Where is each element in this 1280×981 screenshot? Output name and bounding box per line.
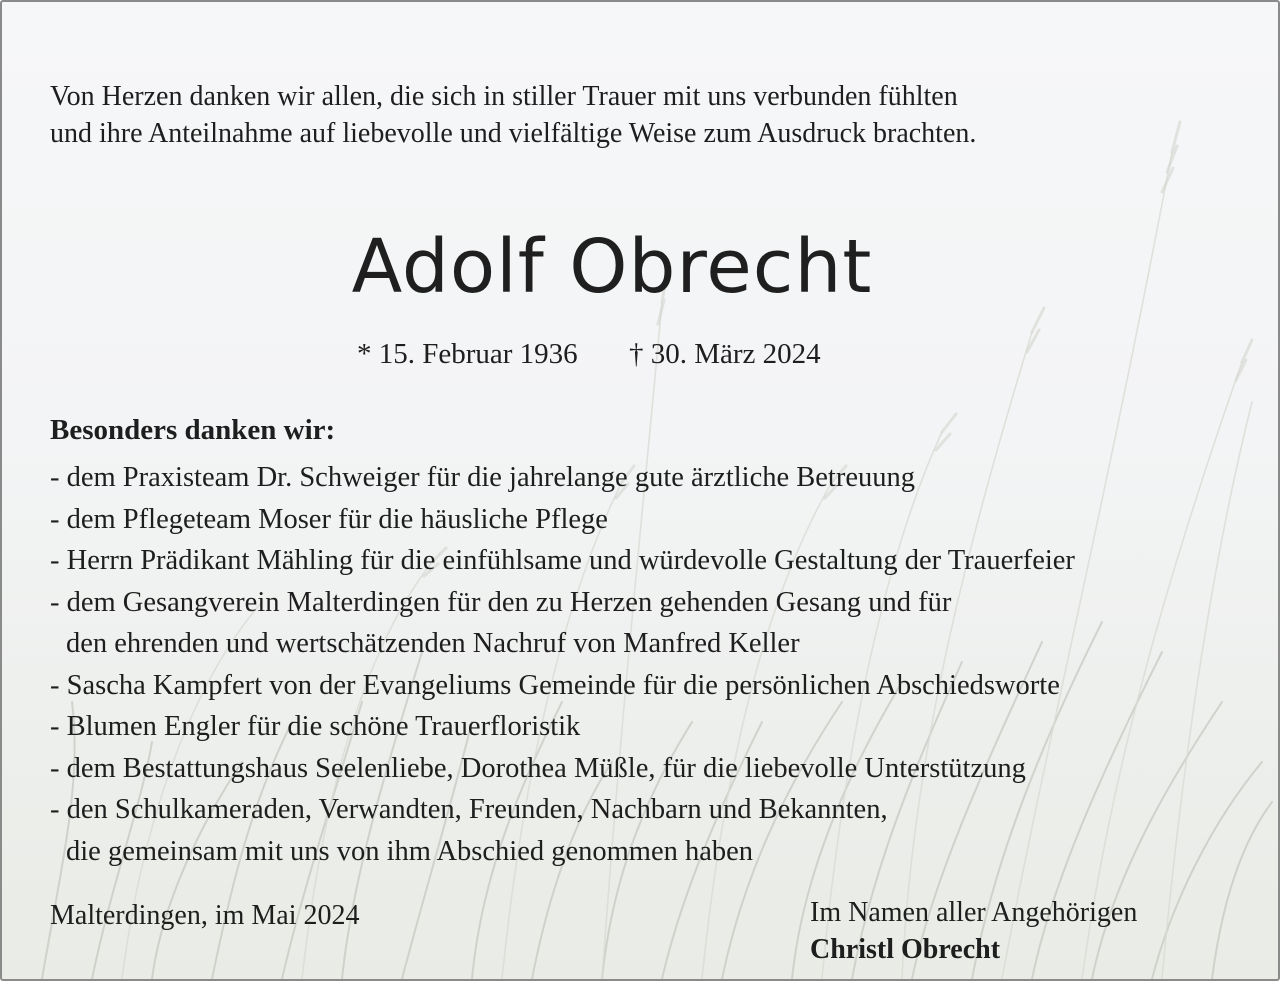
intro-text — [50, 78, 1250, 152]
thanks-line: - dem Gesangverein Malterdingen für den zu Herzen gehenden Gesang und für — [50, 586, 952, 618]
place-date: Malterdingen, im Mai 2024 — [50, 900, 360, 931]
thanks-line: - Sascha Kampfert von der Evangeliums Gemeinde für die persönlichen Abschiedsworte — [50, 669, 1060, 701]
thanks-line: - Herrn Prädikant Mähling für die einfühlsame und würdevolle Gestaltung der Trauerfeier — [50, 545, 1075, 576]
intro-line: und ihre Anteilnahme auf liebevolle und vielfältige Weise zum Ausdruck brachten. — [50, 118, 977, 149]
death-date: † 30. März 2024 — [628, 338, 821, 370]
thanks-line: - Blumen Engler für die schöne Trauerfloristik — [50, 711, 581, 742]
thanks-line: - den Schulkameraden, Verwandten, Freunden, Nachbarn und Bekannten, — [50, 794, 888, 825]
thanks-line: - dem Pflegeteam Moser für die häusliche Pflege — [50, 503, 608, 535]
thanks-list — [50, 457, 1075, 872]
life-dates — [357, 338, 821, 371]
on-behalf-text: Im Namen aller Angehörigen — [810, 897, 1138, 928]
deceased-name: Adolf Obrecht — [351, 224, 873, 310]
thanks-line-continuation: den ehrenden und wertschätzenden Nachruf von Manfred Keller — [66, 628, 800, 659]
thanks-line-continuation: die gemeinsam mit uns von ihm Abschied genommen haben — [66, 835, 754, 867]
thanks-line: - dem Praxisteam Dr. Schweiger für die jahrelange gute ärztliche Betreuung — [50, 462, 915, 493]
signer-name: Christl Obrecht — [810, 934, 1001, 965]
thanks-heading: Besonders danken wir: — [50, 414, 336, 446]
signature-block — [810, 894, 1137, 968]
intro-line: Von Herzen danken wir allen, die sich in stiller Trauer mit uns verbunden fühlten — [50, 81, 958, 112]
thanks-line: - dem Bestattungshaus Seelenliebe, Dorothea Müßle, für die liebevolle Unterstützung — [50, 752, 1026, 784]
birth-date: * 15. Februar 1936 — [357, 338, 578, 370]
